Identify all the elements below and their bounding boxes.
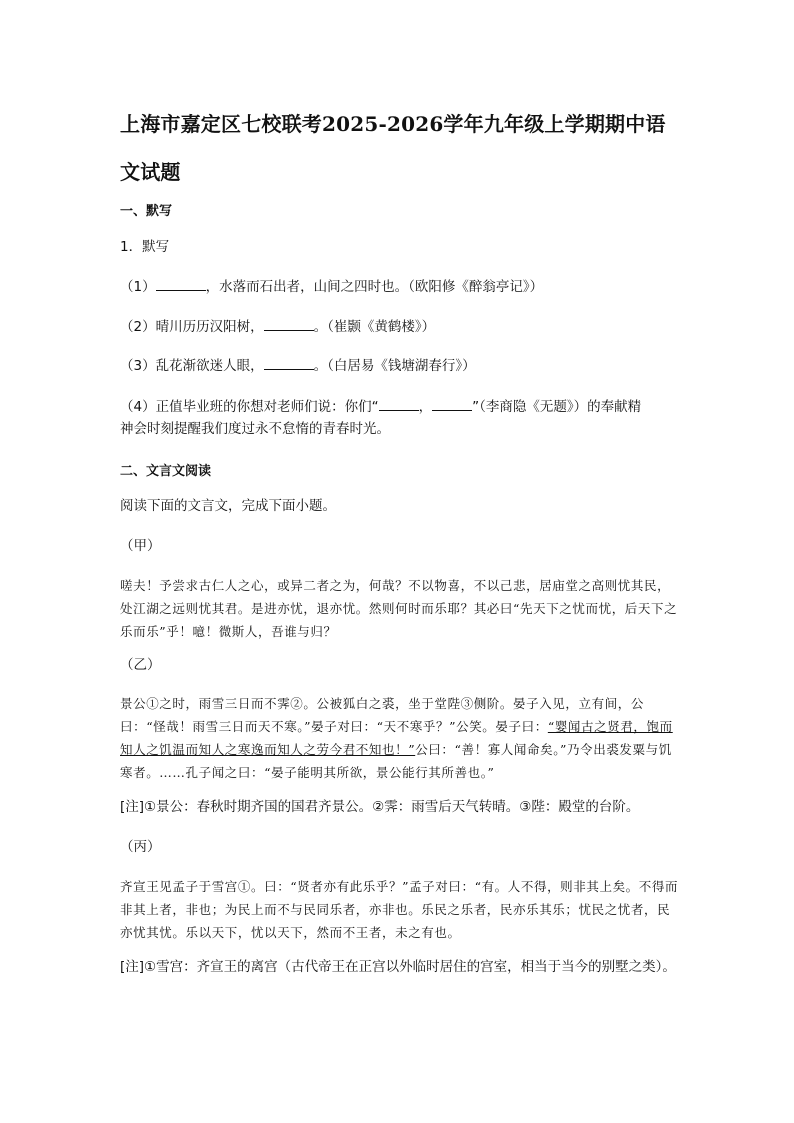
item-suffix: ，水落而石出者，山间之四时也。（欧阳修《醉翁亭记》） [205,279,544,295]
dictation-item-3 [120,355,476,377]
passage-yi-text [120,692,680,784]
item-prefix: （4）正值毕业班的你想对老师们说：你们“ [120,399,379,415]
item-suffix: 。（白居易《钱塘湖春行》） [313,358,476,374]
section-heading-classical: 二、文言文阅读 [120,464,212,479]
passage-yi-part1: 景公①之时，雨雪三日而不霁②。公被狐白之裘，坐于堂陛③侧阶。晏子入见，立有间，公曰：“怪哉！雨雪三日而天不寒。”晏子对曰：“天不寒乎？”公笑。晏子曰： [120,696,645,734]
dictation-item-4-line2: 神会时刻提醒我们度过永不怠惰的青春时光。 [120,421,390,437]
passage-yi-underlined: “婴闻古之贤君，饱而知人之饥温而知人之寒逸而知人之劳今君不知也！” [120,719,673,757]
item-mid: ， [418,399,433,415]
passage-label-yi: （乙） [120,657,161,673]
dictation-item-2 [120,316,435,338]
answer-blank[interactable] [156,276,206,291]
answer-blank[interactable] [432,396,472,411]
reading-instruction: 阅读下面的文言文，完成下面小题。 [120,498,336,514]
item-prefix: （1） [120,279,156,295]
dictation-item-4 [120,396,641,418]
passage-yi-part2: 公曰：“善！寡人闻命矣。”乃令出裘发粟与饥寒者。……孔子闻之曰：“晏子能明其所欲，景公能行其所善也。” [120,742,672,780]
item-prefix: （3）乱花渐欲迷人眼， [120,358,264,374]
passage-yi-note: [注]①景公：春秋时期齐国的国君齐景公。②霁：雨雪后天气转晴。③陛：殿堂的台阶。 [120,799,640,815]
section-heading-dictation: 一、默写 [120,204,173,219]
answer-blank[interactable] [264,355,314,370]
passage-label-bing: （丙） [120,839,161,855]
answer-blank[interactable] [264,316,314,331]
dictation-item-1 [120,276,543,298]
page-title: 上海市嘉定区七校联考2025-2026学年九年级上学期期中语文试题 [120,112,666,184]
item-suffix: 。（崔颢《黄鹤楼》） [313,319,436,335]
passage-bing-note: [注]①雪宫：齐宣王的离宫（古代帝王在正宫以外临时居住的宫室，相当于当今的别墅之类）。 [120,959,676,975]
passage-jia-text: 嗟夫！予尝求古仁人之心，或异二者之为，何哉？不以物喜，不以己悲，居庙堂之高则忧其民，处江湖之远则忧其君。是进亦忧，退亦忧。然则何时而乐耶？其必曰“先天下之忧而忧，后天下之乐而乐”乎！噫！微斯人，吾谁与归？ [120,578,678,639]
item-suffix: ”（李商隐《无题》）的奉献精 [472,399,642,415]
question-label: 1．默写 [120,239,170,255]
passage-label-jia: （甲） [120,538,161,554]
answer-blank[interactable] [379,396,419,411]
passage-bing-text: 齐宣王见孟子于雪宫①。曰：“贤者亦有此乐乎？”孟子对曰：“有。人不得，则非其上矣。不得而非其上者，非也；为民上而不与民同乐者，亦非也。乐民之乐者，民亦乐其乐；忧民之忧者，民亦忧其忧。乐以天下，忧以天下，然而不王者，未之有也。 [120,879,679,940]
item-prefix: （2）晴川历历汉阳树， [120,319,264,335]
